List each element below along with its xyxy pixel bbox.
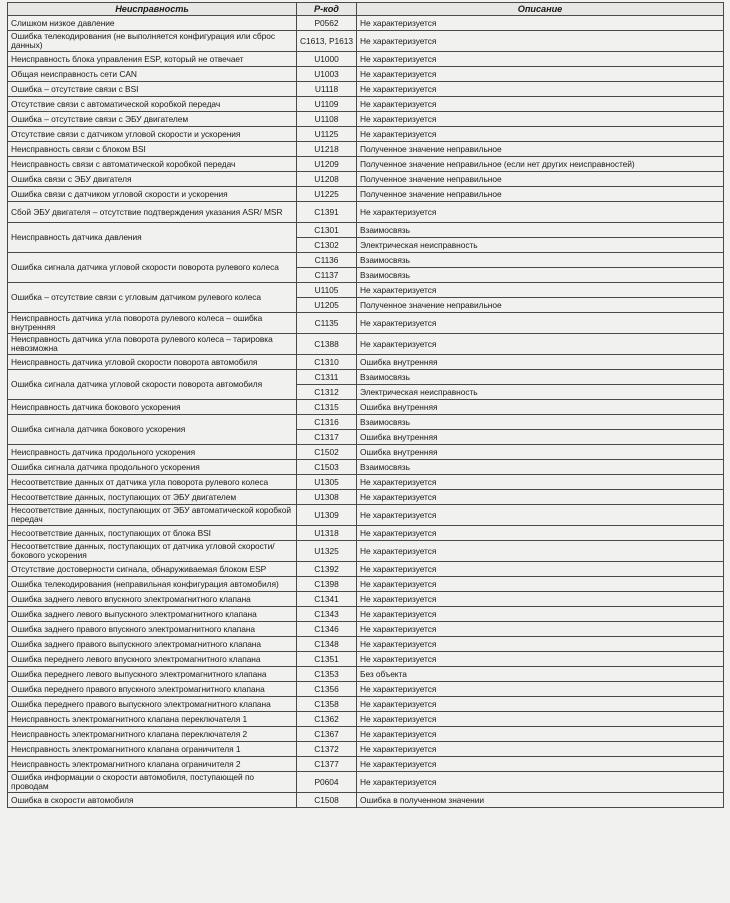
table-row — [8, 541, 724, 562]
fault-cell: Ошибка – отсутствие связи с ЭБУ двигателем — [8, 112, 297, 127]
fault-cell: Ошибка в скорости автомобиля — [8, 793, 297, 808]
code-cell: U1003 — [297, 67, 357, 82]
description-cell: Взаимосвязь — [357, 370, 724, 385]
table-row — [8, 67, 724, 82]
description-cell: Не характеризуется — [357, 490, 724, 505]
code-cell: U1218 — [297, 142, 357, 157]
table-row — [8, 334, 724, 355]
description-cell: Полученное значение неправильное — [357, 187, 724, 202]
fault-table-body — [8, 16, 724, 808]
description-cell: Не характеризуется — [357, 283, 724, 298]
description-cell: Не характеризуется — [357, 526, 724, 541]
table-row — [8, 445, 724, 460]
description-cell: Не характеризуется — [357, 313, 724, 334]
code-cell: C1508 — [297, 793, 357, 808]
description-cell: Не характеризуется — [357, 505, 724, 526]
code-cell: C1343 — [297, 607, 357, 622]
fault-cell: Неисправность связи с блоком BSI — [8, 142, 297, 157]
table-row — [8, 505, 724, 526]
code-cell: C1356 — [297, 682, 357, 697]
table-row — [8, 31, 724, 52]
fault-cell: Несоответствие данных, поступающих от датчика угловой скорости/ бокового ускорения — [8, 541, 297, 562]
code-cell: C1137 — [297, 268, 357, 283]
fault-cell: Неисправность блока управления ESP, который не отвечает — [8, 52, 297, 67]
description-cell: Взаимосвязь — [357, 253, 724, 268]
fault-cell: Отсутствие связи с автоматической коробкой передач — [8, 97, 297, 112]
table-row — [8, 82, 724, 97]
table-row — [8, 742, 724, 757]
fault-cell: Ошибка сигнала датчика угловой скорости поворота рулевого колеса — [8, 253, 297, 283]
code-cell: C1613, P1613 — [297, 31, 357, 52]
description-cell: Не характеризуется — [357, 727, 724, 742]
fault-cell: Ошибка – отсутствие связи с угловым датчиком рулевого колеса — [8, 283, 297, 313]
fault-cell: Ошибка сигнала датчика бокового ускорения — [8, 415, 297, 445]
fault-cell: Ошибка – отсутствие связи с BSI — [8, 82, 297, 97]
fault-cell: Неисправность датчика продольного ускорения — [8, 445, 297, 460]
code-cell: U1325 — [297, 541, 357, 562]
table-row — [8, 682, 724, 697]
table-row — [8, 313, 724, 334]
description-cell: Не характеризуется — [357, 757, 724, 772]
table-row — [8, 283, 724, 298]
fault-cell: Слишком низкое давление — [8, 16, 297, 31]
fault-cell: Неисправность электромагнитного клапана ограничителя 1 — [8, 742, 297, 757]
fault-cell: Ошибка телекодирования (неправильная конфигурация автомобиля) — [8, 577, 297, 592]
table-row — [8, 667, 724, 682]
fault-cell: Неисправность датчика давления — [8, 223, 297, 253]
fault-cell: Ошибка переднего правого выпускного электромагнитного клапана — [8, 697, 297, 712]
code-cell: C1348 — [297, 637, 357, 652]
table-row — [8, 727, 724, 742]
code-cell: C1301 — [297, 223, 357, 238]
fault-cell: Ошибка телекодирования (не выполняется конфигурация или сброс данных) — [8, 31, 297, 52]
code-cell: U1209 — [297, 157, 357, 172]
fault-cell: Ошибка переднего правого впускного электромагнитного клапана — [8, 682, 297, 697]
code-cell: U1308 — [297, 490, 357, 505]
fault-cell: Ошибка переднего левого впускного электромагнитного клапана — [8, 652, 297, 667]
code-cell: U1118 — [297, 82, 357, 97]
code-cell: U1318 — [297, 526, 357, 541]
table-row — [8, 415, 724, 430]
description-cell: Ошибка внутренняя — [357, 445, 724, 460]
description-cell: Ошибка внутренняя — [357, 400, 724, 415]
code-cell: C1317 — [297, 430, 357, 445]
code-cell: C1503 — [297, 460, 357, 475]
code-cell: C1358 — [297, 697, 357, 712]
code-cell: U1205 — [297, 298, 357, 313]
description-cell: Не характеризуется — [357, 712, 724, 727]
table-row — [8, 202, 724, 223]
description-cell: Не характеризуется — [357, 742, 724, 757]
code-cell: U1305 — [297, 475, 357, 490]
description-cell: Не характеризуется — [357, 607, 724, 622]
header-code: P-код — [297, 3, 357, 16]
description-cell: Не характеризуется — [357, 637, 724, 652]
fault-cell: Ошибка заднего правого выпускного электромагнитного клапана — [8, 637, 297, 652]
table-row — [8, 607, 724, 622]
description-cell: Ошибка внутренняя — [357, 355, 724, 370]
fault-cell: Неисправность датчика угловой скорости поворота автомобиля — [8, 355, 297, 370]
code-cell: P0562 — [297, 16, 357, 31]
description-cell: Не характеризуется — [357, 16, 724, 31]
description-cell: Электрическая неисправность — [357, 238, 724, 253]
table-row — [8, 157, 724, 172]
description-cell: Ошибка в полученном значении — [357, 793, 724, 808]
table-row — [8, 400, 724, 415]
table-row — [8, 490, 724, 505]
table-row — [8, 562, 724, 577]
description-cell: Не характеризуется — [357, 82, 724, 97]
description-cell: Не характеризуется — [357, 772, 724, 793]
description-cell: Не характеризуется — [357, 541, 724, 562]
code-cell: C1136 — [297, 253, 357, 268]
fault-cell: Несоответствие данных, поступающих от ЭБУ двигателем — [8, 490, 297, 505]
fault-cell: Ошибка связи с датчиком угловой скорости и ускорения — [8, 187, 297, 202]
table-row — [8, 187, 724, 202]
table-row — [8, 16, 724, 31]
code-cell: C1377 — [297, 757, 357, 772]
fault-cell: Неисправность связи с автоматической коробкой передач — [8, 157, 297, 172]
code-cell: C1310 — [297, 355, 357, 370]
code-cell: C1372 — [297, 742, 357, 757]
table-row — [8, 460, 724, 475]
table-row — [8, 652, 724, 667]
code-cell: C1341 — [297, 592, 357, 607]
table-row — [8, 52, 724, 67]
table-row — [8, 793, 724, 808]
code-cell: U1225 — [297, 187, 357, 202]
fault-cell: Отсутствие связи с датчиком угловой скорости и ускорения — [8, 127, 297, 142]
table-row — [8, 97, 724, 112]
description-cell: Не характеризуется — [357, 652, 724, 667]
table-row — [8, 757, 724, 772]
code-cell: C1353 — [297, 667, 357, 682]
code-cell: U1000 — [297, 52, 357, 67]
description-cell: Взаимосвязь — [357, 223, 724, 238]
code-cell: C1302 — [297, 238, 357, 253]
description-cell: Не характеризуется — [357, 622, 724, 637]
code-cell: C1391 — [297, 202, 357, 223]
table-row — [8, 772, 724, 793]
description-cell: Электрическая неисправность — [357, 385, 724, 400]
code-cell: C1312 — [297, 385, 357, 400]
table-row — [8, 697, 724, 712]
description-cell: Не характеризуется — [357, 202, 724, 223]
code-cell: C1502 — [297, 445, 357, 460]
document-page — [7, 2, 723, 808]
code-cell: C1362 — [297, 712, 357, 727]
fault-cell: Ошибка сигнала датчика угловой скорости поворота автомобиля — [8, 370, 297, 400]
code-cell: C1388 — [297, 334, 357, 355]
description-cell: Ошибка внутренняя — [357, 430, 724, 445]
fault-cell: Ошибка связи с ЭБУ двигателя — [8, 172, 297, 187]
table-row — [8, 370, 724, 385]
description-cell: Не характеризуется — [357, 112, 724, 127]
description-cell: Не характеризуется — [357, 67, 724, 82]
fault-cell: Ошибка переднего левого выпускного электромагнитного клапана — [8, 667, 297, 682]
description-cell: Не характеризуется — [357, 97, 724, 112]
table-row — [8, 637, 724, 652]
code-cell: C1316 — [297, 415, 357, 430]
fault-cell: Неисправность электромагнитного клапана переключателя 1 — [8, 712, 297, 727]
fault-cell: Сбой ЭБУ двигателя – отсутствие подтверждения указания ASR/ MSR — [8, 202, 297, 223]
fault-cell: Неисправность датчика угла поворота рулевого колеса – тарировка невозможна — [8, 334, 297, 355]
table-row — [8, 112, 724, 127]
fault-cell: Неисправность электромагнитного клапана переключателя 2 — [8, 727, 297, 742]
table-row — [8, 526, 724, 541]
fault-cell: Неисправность электромагнитного клапана ограничителя 2 — [8, 757, 297, 772]
fault-cell: Ошибка заднего левого выпускного электромагнитного клапана — [8, 607, 297, 622]
fault-cell: Ошибка заднего левого впускного электромагнитного клапана — [8, 592, 297, 607]
fault-code-table — [7, 2, 724, 808]
code-cell: U1109 — [297, 97, 357, 112]
description-cell: Полученное значение неправильное — [357, 298, 724, 313]
description-cell: Не характеризуется — [357, 592, 724, 607]
description-cell: Полученное значение неправильное (если нет других неисправностей) — [357, 157, 724, 172]
description-cell: Взаимосвязь — [357, 415, 724, 430]
fault-cell: Несоответствие данных от датчика угла поворота рулевого колеса — [8, 475, 297, 490]
description-cell: Без объекта — [357, 667, 724, 682]
description-cell: Взаимосвязь — [357, 268, 724, 283]
code-cell: U1125 — [297, 127, 357, 142]
fault-cell: Ошибка сигнала датчика продольного ускорения — [8, 460, 297, 475]
table-row — [8, 577, 724, 592]
code-cell: C1315 — [297, 400, 357, 415]
code-cell: C1135 — [297, 313, 357, 334]
description-cell: Полученное значение неправильное — [357, 142, 724, 157]
code-cell: U1105 — [297, 283, 357, 298]
code-cell: C1311 — [297, 370, 357, 385]
fault-cell: Несоответствие данных, поступающих от ЭБУ автоматической коробкой передач — [8, 505, 297, 526]
table-row — [8, 223, 724, 238]
fault-cell: Неисправность датчика бокового ускорения — [8, 400, 297, 415]
code-cell: C1392 — [297, 562, 357, 577]
code-cell: C1398 — [297, 577, 357, 592]
code-cell: U1108 — [297, 112, 357, 127]
code-cell: U1309 — [297, 505, 357, 526]
table-row — [8, 355, 724, 370]
code-cell: C1367 — [297, 727, 357, 742]
description-cell: Не характеризуется — [357, 682, 724, 697]
code-cell: C1351 — [297, 652, 357, 667]
table-row — [8, 475, 724, 490]
fault-cell: Ошибка информации о скорости автомобиля, поступающей по проводам — [8, 772, 297, 793]
fault-cell: Неисправность датчика угла поворота рулевого колеса – ошибка внутренняя — [8, 313, 297, 334]
table-row — [8, 622, 724, 637]
table-row — [8, 253, 724, 268]
header-description: Описание — [357, 3, 724, 16]
description-cell: Не характеризуется — [357, 52, 724, 67]
code-cell: U1208 — [297, 172, 357, 187]
table-row — [8, 142, 724, 157]
description-cell: Не характеризуется — [357, 562, 724, 577]
table-row — [8, 712, 724, 727]
description-cell: Взаимосвязь — [357, 460, 724, 475]
fault-cell: Ошибка заднего правого впускного электромагнитного клапана — [8, 622, 297, 637]
fault-cell: Несоответствие данных, поступающих от блока BSI — [8, 526, 297, 541]
header-fault: Неисправность — [8, 3, 297, 16]
fault-cell: Отсутствие достоверности сигнала, обнаруживаемая блоком ESP — [8, 562, 297, 577]
fault-cell: Общая неисправность сети CAN — [8, 67, 297, 82]
code-cell: P0604 — [297, 772, 357, 793]
table-header-row — [8, 3, 724, 16]
table-row — [8, 127, 724, 142]
table-row — [8, 172, 724, 187]
description-cell: Не характеризуется — [357, 577, 724, 592]
description-cell: Не характеризуется — [357, 475, 724, 490]
description-cell: Не характеризуется — [357, 334, 724, 355]
description-cell: Не характеризуется — [357, 31, 724, 52]
description-cell: Не характеризуется — [357, 697, 724, 712]
description-cell: Полученное значение неправильное — [357, 172, 724, 187]
description-cell: Не характеризуется — [357, 127, 724, 142]
code-cell: C1346 — [297, 622, 357, 637]
table-row — [8, 592, 724, 607]
